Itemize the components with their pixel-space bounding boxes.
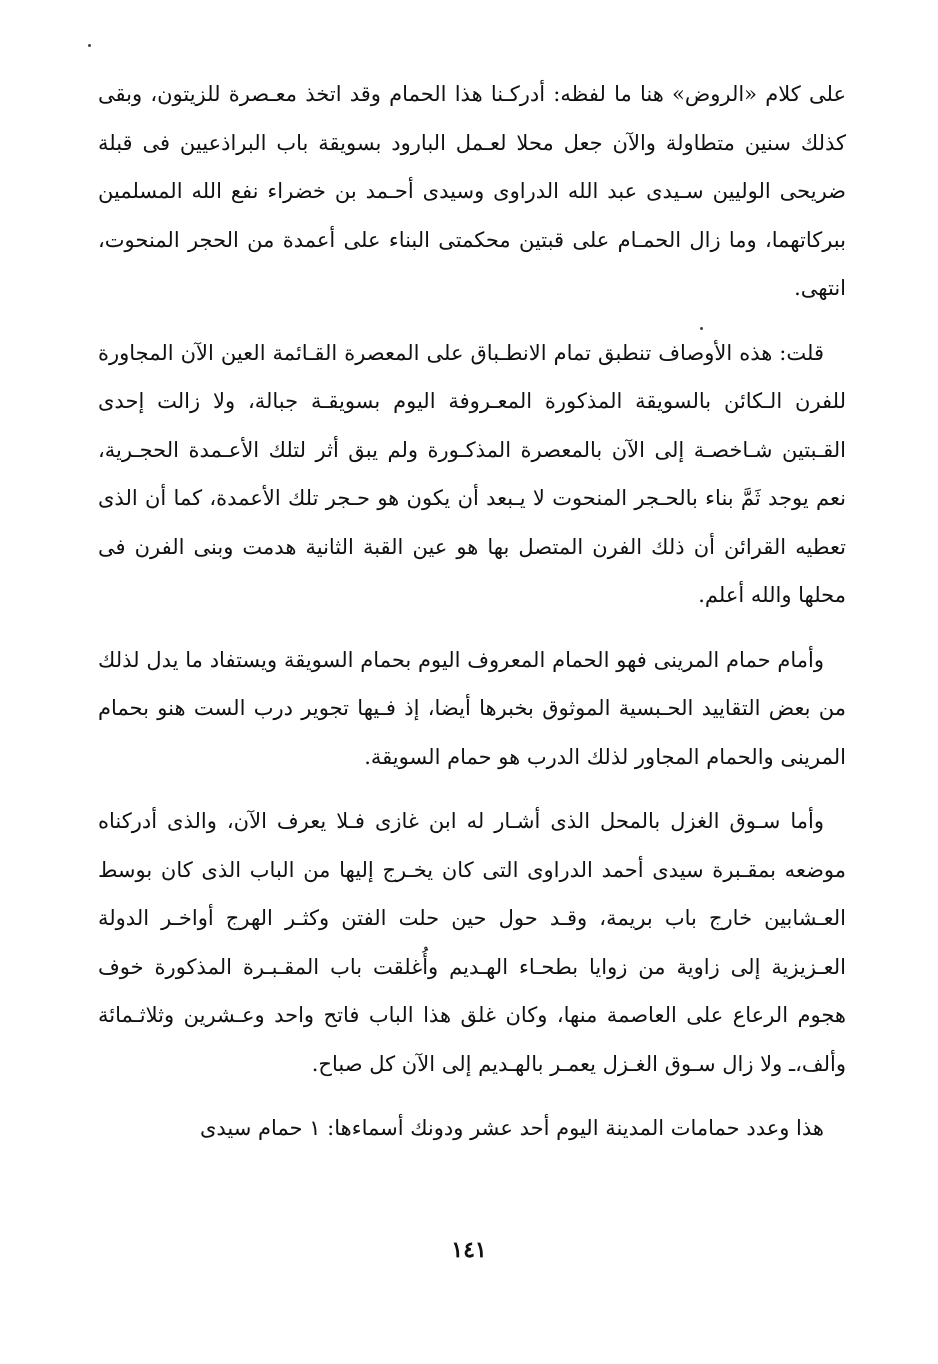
paragraph-1: على كلام «الروض» هنا ما لفظه: أدركـنا هذا الحمام وقد اتخذ معـصرة للزيتون، وبقى كذلك سنين متطاولة والآن جعل محلا لعـمل البارود بسويقة باب البراذعيين فى قبلة ضريحى الوليين سـيدى عبد الله الدراوى وسيدى أحـمد بن خضراء نفع الله المسلمين ببركاتهما، وما زال الحمـام على قبتين محكمتى البناء على أعمدة من الحجر المنحوت، انتهى. bbox=[98, 82, 846, 300]
paragraph-5: هذا وعدد حمامات المدينة اليوم أحد عشر ودونك أسماءها: ١ حمام سيدى bbox=[199, 1116, 824, 1140]
body-text bbox=[98, 70, 846, 1169]
scan-speck bbox=[700, 327, 703, 330]
paragraph-3: وأمام حمام المرينى فهو الحمام المعروف اليوم بحمام السويقة ويستفاد ما يدل لذلك من بعض التقاييد الحـبسية الموثوق بخبرها أيضا، إذ فـيها تجوير درب الست هنو بحمام المرينى والحمام المجاور لذلك الدرب هو حمام السويقة. bbox=[98, 647, 846, 769]
paragraph-2: قلت: هذه الأوصاف تنطبق تمام الانطـباق على المعصرة القـائمة العين الآن المجاورة للفرن الـكائن بالسويقة المذكورة المعـروفة اليوم بسويقـة جبالة، ولا زالت إحدى القـبتين شـاخصـة إلى الآن بالمعصرة المذكـورة ولم يبق أثر لتلك الأعـمدة الحجـرية، نعم يوجد ثَمَّ بناء بالحـجر المنحوت لا يـبعد أن يكون هو حـجر تلك الأعمدة، كما أن الذى تعطيه القرائن أن ذلك الفرن المتصل بها هو عين القبة الثانية هدمت وبنى الفرن فى محلها والله أعلم. bbox=[98, 340, 846, 607]
scan-speck bbox=[88, 44, 91, 47]
paragraph-4: وأما سـوق الغزل بالمحل الذى أشـار له ابن غازى فـلا يعرف الآن، والذى أدركناه موضعه بمقـبرة سيدى أحمد الدراوى التى كان يخـرج إليها من الباب الذى كان بوسط العـشابين خارج باب بريمة، وقـد حول حين حلت الفتن وكثـر الهرج أواخـر الدولة العـزيزية إلى زاوية من زوايا بطحـاء الهـديم وأُغلقت باب المقـبـرة المذكورة خوف هجوم الرعاع على العاصمة منها، وكان غلق هذا الباب فاتح واحد وعـشرين وثلاثـمائة وألف،ـ ولا زال سـوق الغـزل يعمـر بالهـديم إلى الآن كل صباح. bbox=[98, 809, 846, 1076]
page-number: ١٤١ bbox=[451, 1237, 487, 1263]
